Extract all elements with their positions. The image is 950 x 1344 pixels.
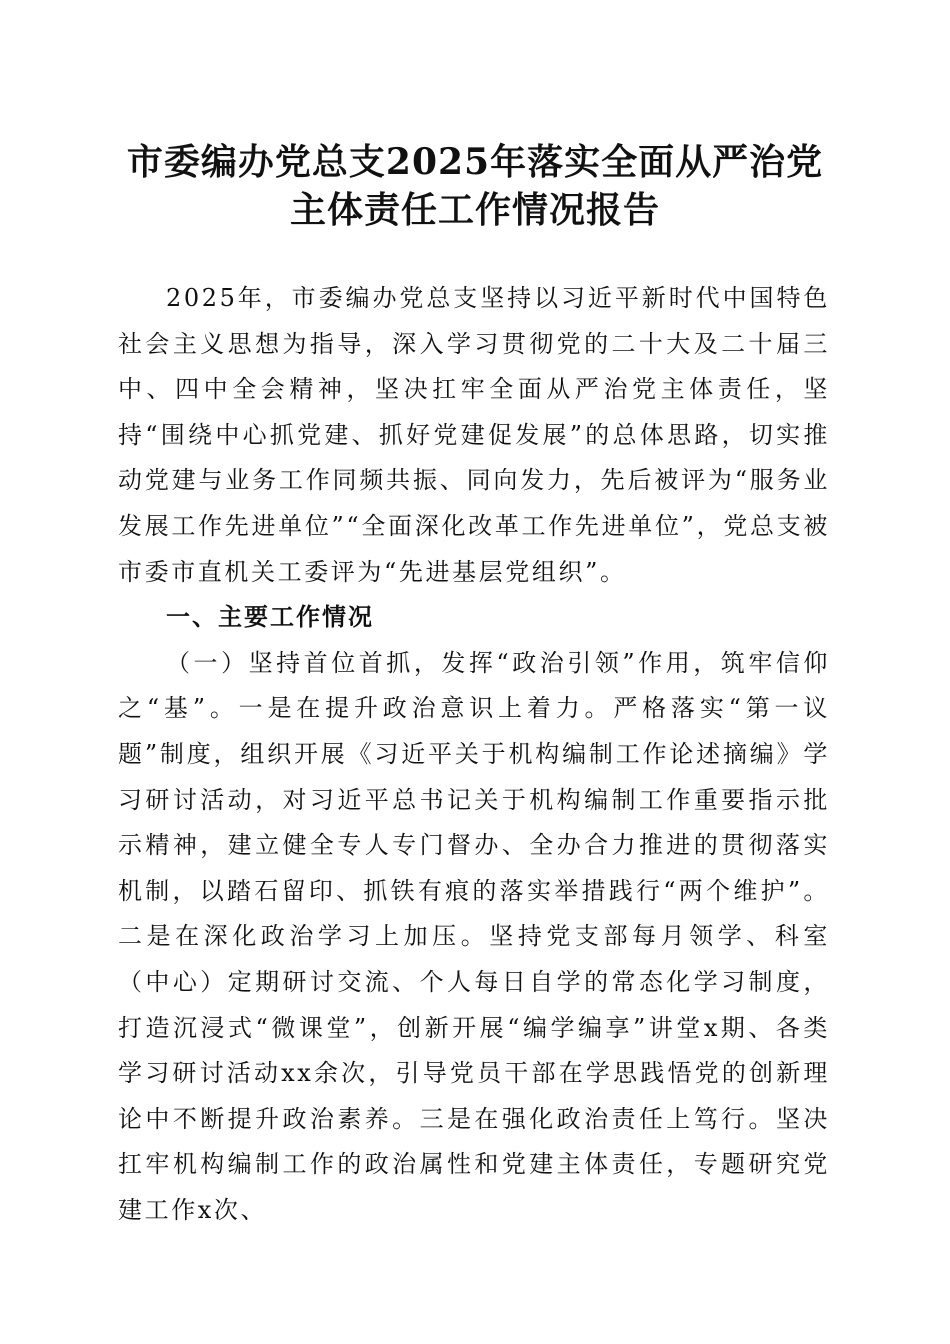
document-title: 市委编办党总支2025年落实全面从严治党主体责任工作情况报告	[126, 141, 824, 231]
section1-paragraph: （一）坚持首位首抓，发挥“政治引领”作用，筑牢信仰之“基”。一是在提升政治意识上着力。严格落实“第一议题”制度，组织开展《习近平关于机构编制工作论述摘编》学习研讨活动，对习近平总书记关于机构编制工作重要指示批示精神，建立健全专人专门督办、全办合力推进的贯彻落实机制，以踏石留印、抓铁有痕的落实举措践行“两个维护”。二是在深化政治学习上加压。坚持党支部每月领学、科室（中心）定期研讨交流、个人每日自学的常态化学习制度，打造沉浸式“微课堂”，创新开展“编学编享”讲堂x期、各类学习研讨活动xx余次，引导党员干部在学思践悟党的创新理论中不断提升政治素养。三是在强化政治责任上笃行。坚决扛牢机构编制工作的政治属性和党建主体责任，专题研究党建工作x次、	[118, 648, 830, 1224]
intro-paragraph: 2025年，市委编办党总支坚持以习近平新时代中国特色社会主义思想为指导，深入学习贯彻党的二十大及二十届三中、四中全会精神，坚决扛牢全面从严治党主体责任，坚持“围绕中心抓党建、抓好党建促发展”的总体思路，切实推动党建与业务工作同频共振、同向发力，先后被评为“服务业发展工作先进单位”“全面深化改革工作先进单位”，党总支被市委市直机关工委评为“先进基层党组织”。	[118, 284, 830, 586]
document-body	[118, 276, 830, 1233]
section-heading: 一、主要工作情况	[166, 603, 374, 632]
